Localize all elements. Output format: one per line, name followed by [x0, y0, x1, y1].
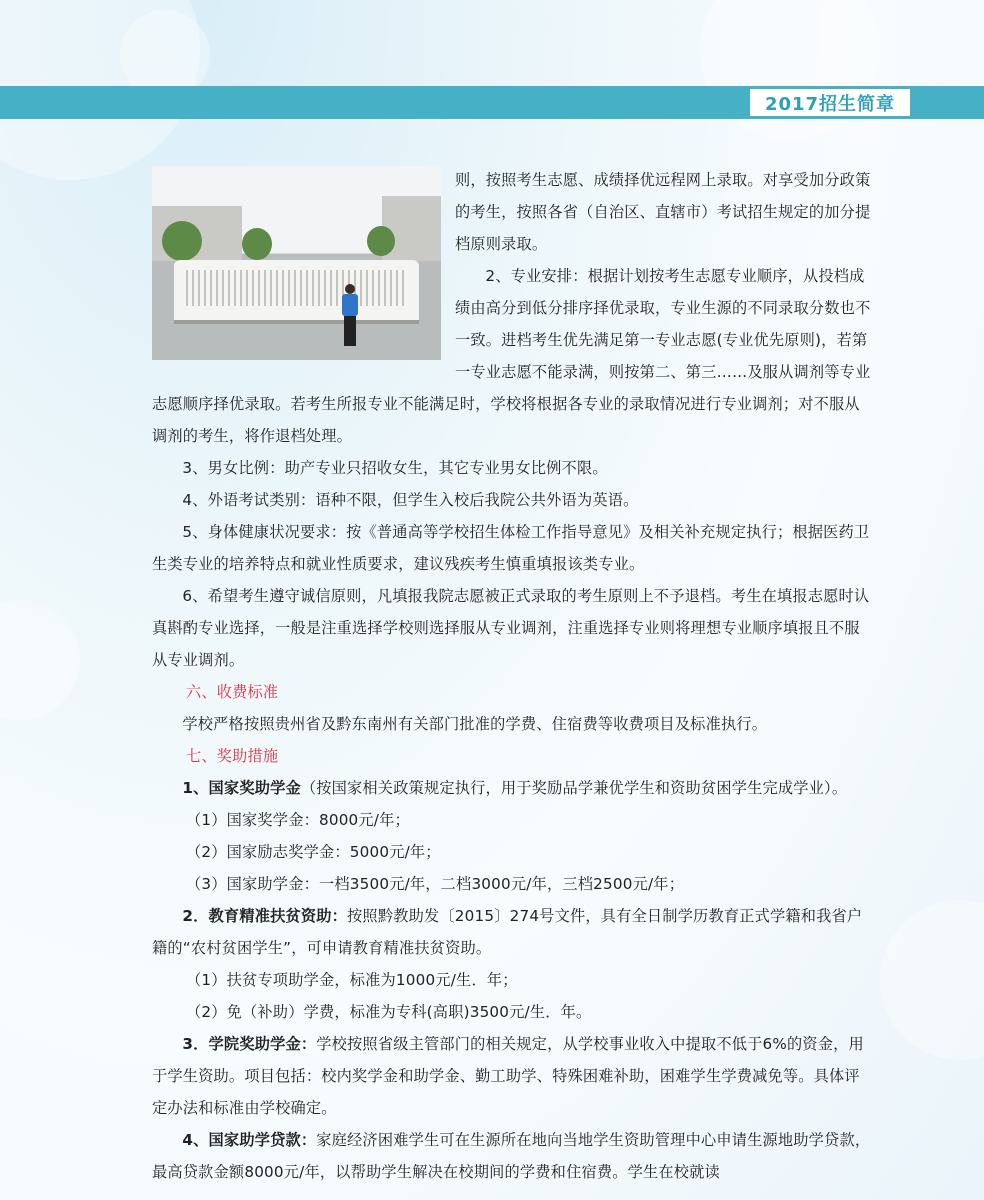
paragraph-integrity: 6、希望考生遵守诚信原则，凡填报我院志愿被正式录取的考生原则上不予退档。考生在填报志愿时认真斟酌专业选择，一般是注重选择学校则选择服从专业调剂，注重选择专业则将理想专业顺序填报且不服从专业调剂。: [152, 587, 870, 669]
bold-label: 4、国家助学贷款：: [182, 1131, 317, 1149]
section-heading-fees: 六、收费标准: [186, 683, 279, 701]
paragraph-national-scholarship: [152, 772, 872, 804]
paragraph-student-loan: [152, 1124, 872, 1188]
brochure-title-tag: 2017招生简章: [750, 89, 910, 119]
paragraph-enrollment-rule: 则，按照考生志愿、成绩择优远程网上录取。对享受加分政策的考生，按照各省（自治区、直辖市）考试招生规定的加分提档原则录取。: [455, 171, 871, 253]
section-heading-financial-aid: 七、奖助措施: [186, 747, 279, 765]
paragraph-college-scholarship: [152, 1028, 872, 1124]
list-item: （3）国家助学金：一档3500元/年，二档3000元/年，三档2500元/年；: [186, 875, 685, 893]
list-item: （1）国家奖学金：8000元/年；: [186, 811, 410, 829]
paragraph-foreign-language: 4、外语考试类别：语种不限，但学生入校后我院公共外语为英语。: [182, 491, 639, 509]
bold-label: 2．教育精准扶贫资助：: [182, 907, 348, 925]
paragraph-text: 学校按照省级主管部门的相关规定，从学校事业收入中提取不低于6%的资金，用于学生资助。项目包括：校内奖学金和助学金、勤工助学、特殊困难补助，困难学生学费减免等。具体评定办法和标准由学校确定。: [152, 1035, 864, 1117]
list-item: （2）国家励志奖学金：5000元/年；: [186, 843, 441, 861]
article-body: [152, 164, 872, 1188]
paragraph-text: 按照黔教助发〔2015〕274号文件，具有全日制学历教育正式学籍和我省户籍的“农村贫困学生”，可申请教育精准扶贫资助。: [152, 907, 863, 957]
paragraph-health-requirement: 5、身体健康状况要求：按《普通高等学校招生体检工作指导意见》及相关补充规定执行；根据医药卫生类专业的培养特点和就业性质要求，建议残疾考生慎重填报该类专业。: [152, 523, 870, 573]
list-item: （1）扶贫专项助学金，标准为1000元/生．年；: [186, 971, 518, 989]
paragraph-text: （按国家相关政策规定执行，用于奖励品学兼优学生和资助贫困学生完成学业）。: [300, 779, 848, 797]
paragraph-gender-ratio: 3、男女比例：助产专业只招收女生，其它专业男女比例不限。: [182, 459, 608, 477]
student-figure: [342, 284, 358, 346]
campus-photo: [152, 166, 441, 360]
paragraph-poverty-aid: [152, 900, 872, 964]
paragraph-text: 家庭经济困难学生可在生源所在地向当地学生资助管理中心申请生源地助学贷款，最高贷款金额8000元/年，以帮助学生解决在校期间的学费和住宿费。学生在校就读: [152, 1131, 871, 1181]
bold-label: 3．学院奖助学金：: [182, 1035, 317, 1053]
list-item: （2）免（补助）学费，标准为专科(高职)3500元/生．年。: [186, 1003, 592, 1021]
bold-label: 1、国家奖助学金: [182, 779, 301, 797]
paragraph-major-arrangement: 2、专业安排：根据计划按考生志愿专业顺序，从投档成绩由高分到低分排序择优录取，专业生源的不同录取分数也不一致。进档考生优先满足第一专业志愿(专业优先原则)，若第一专业志愿不能录满，则按第二、第三……及服从调剂等专业志愿顺序择优录取。若考生所报专业不能满足时，学校将根据各专业的录取情况进行专业调剂；对不服从调剂的考生，将作退档处理。: [152, 267, 871, 445]
paragraph-fees: 学校严格按照贵州省及黔东南州有关部门批准的学费、住宿费等收费项目及标准执行。: [182, 715, 768, 733]
